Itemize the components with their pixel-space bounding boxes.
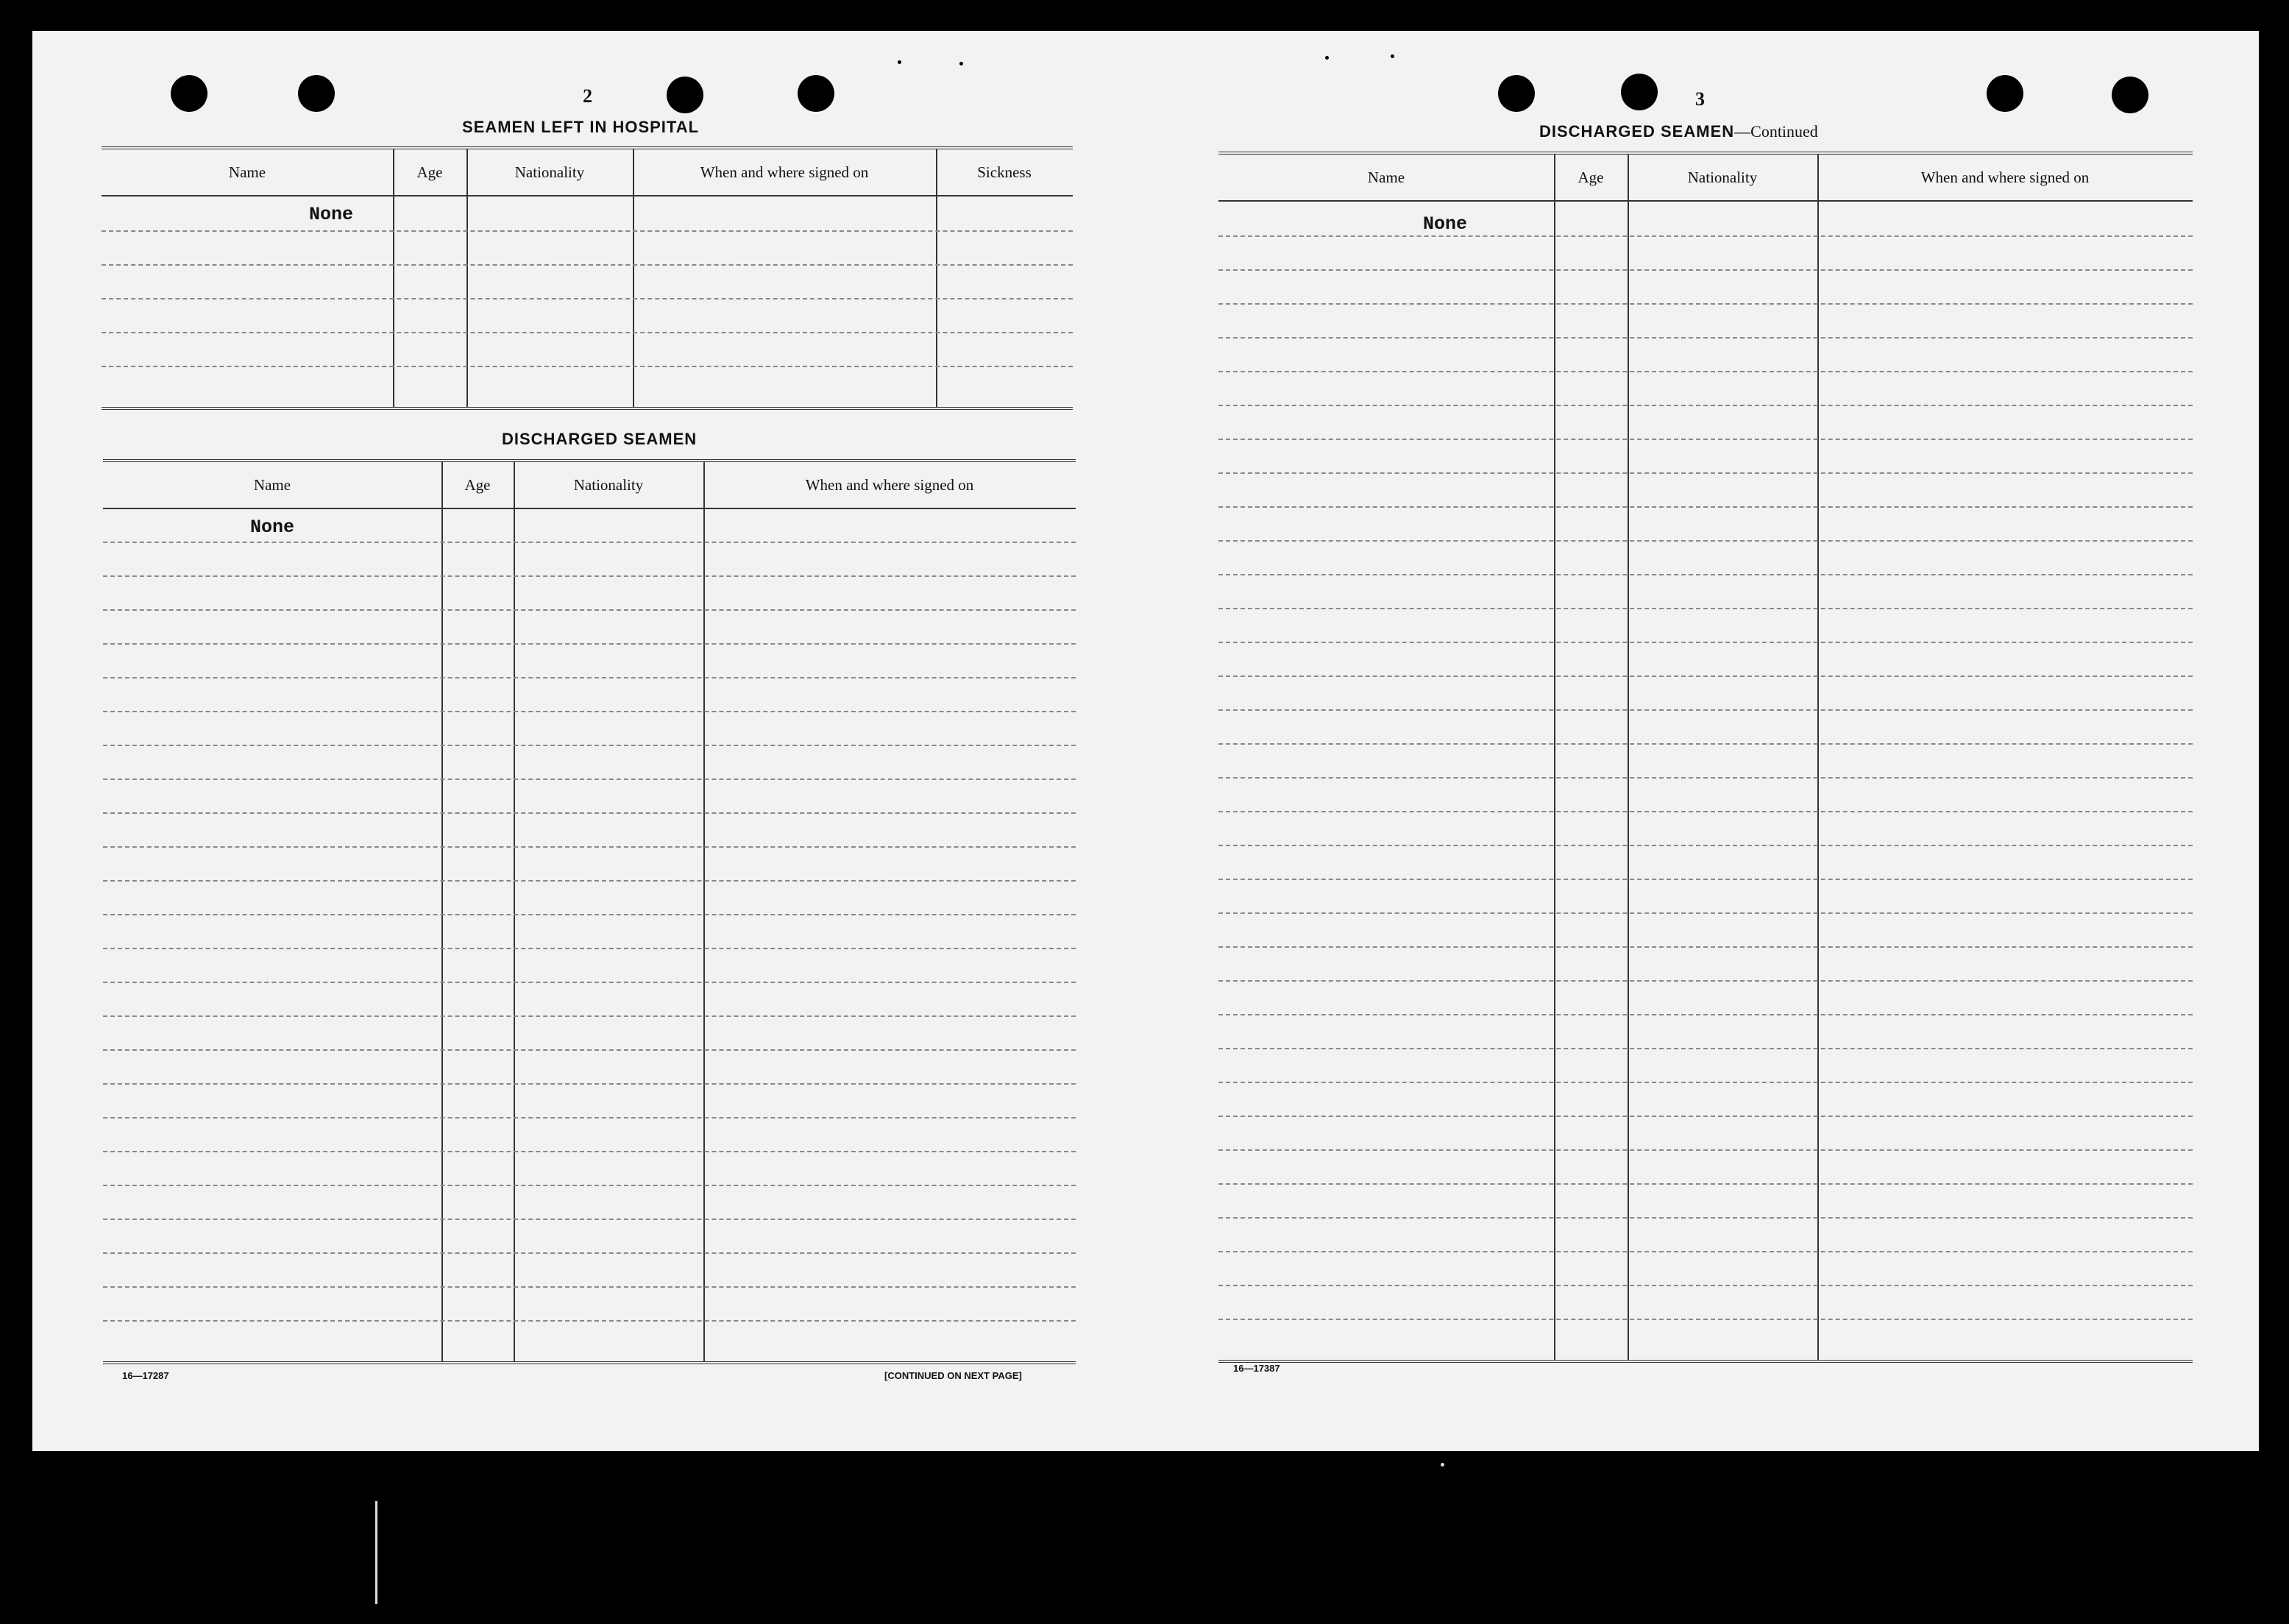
table-row	[1218, 405, 2193, 406]
column-divider	[936, 149, 937, 407]
table-row	[1218, 540, 2193, 542]
title-continued: —Continued	[1734, 122, 1818, 141]
page-number-right: 3	[1695, 88, 1705, 110]
table-row	[1218, 1082, 2193, 1083]
table-row	[1218, 371, 2193, 372]
table-row	[1218, 1183, 2193, 1185]
table-row	[103, 711, 1076, 712]
column-divider	[514, 462, 515, 1361]
table-row	[103, 575, 1076, 577]
column-header-nationality: Nationality	[514, 163, 585, 181]
table-row	[1218, 1251, 2193, 1252]
table-row	[1218, 439, 2193, 440]
table-row	[1218, 1149, 2193, 1151]
film-scratch	[375, 1501, 377, 1604]
table-row	[1218, 235, 2193, 237]
column-header-name: Name	[1367, 169, 1405, 186]
table-row	[103, 779, 1076, 780]
table-row	[1218, 912, 2193, 914]
column-divider	[703, 462, 705, 1361]
column-header-nationality: Nationality	[1687, 169, 1758, 186]
column-header-age: Age	[1578, 169, 1604, 186]
table-row	[103, 1117, 1076, 1118]
punch-hole	[298, 75, 335, 112]
punch-hole	[2112, 77, 2148, 113]
table-row	[103, 1083, 1076, 1085]
continued-note: [CONTINUED ON NEXT PAGE]	[884, 1370, 1022, 1381]
ink-speck	[898, 60, 901, 64]
column-header-age: Age	[416, 163, 443, 181]
discharged-table-right-header	[1218, 155, 2193, 202]
table-row	[103, 1219, 1076, 1220]
column-divider	[1628, 155, 1629, 1360]
table-row	[1218, 980, 2193, 982]
table-row	[1218, 879, 2193, 880]
table-row	[1218, 811, 2193, 812]
table-row	[1218, 642, 2193, 643]
column-divider	[441, 462, 443, 1361]
punch-hole	[798, 75, 834, 112]
table-row	[103, 609, 1076, 611]
table-row	[1218, 1319, 2193, 1320]
column-header-nationality: Nationality	[573, 476, 644, 494]
hospital-table-header	[102, 149, 1073, 196]
punch-hole	[171, 75, 207, 112]
discharged-continued-entry-none: None	[1423, 213, 1468, 235]
table-row	[103, 880, 1076, 882]
hospital-table	[102, 146, 1073, 410]
form-code-left: 16—17287	[122, 1370, 169, 1381]
punch-hole	[667, 77, 703, 113]
column-header-sickness: Sickness	[977, 163, 1032, 181]
punch-hole	[1987, 75, 2023, 112]
table-row	[103, 846, 1076, 848]
table-row	[1218, 1217, 2193, 1219]
table-row	[102, 332, 1073, 333]
column-header-signed-on: When and where signed on	[700, 163, 869, 181]
table-row	[1218, 1048, 2193, 1049]
column-divider	[1817, 155, 1819, 1360]
table-row	[1218, 303, 2193, 305]
film-speck	[1441, 1463, 1444, 1467]
table-row	[103, 914, 1076, 915]
table-row	[1218, 337, 2193, 338]
hospital-entry-none: None	[309, 204, 354, 225]
discharged-table-title: DISCHARGED SEAMEN	[502, 430, 698, 448]
form-code-right: 16—17387	[1233, 1363, 1280, 1374]
column-divider	[393, 149, 394, 407]
ink-speck	[1391, 54, 1394, 58]
table-row	[102, 230, 1073, 232]
table-row	[102, 298, 1073, 299]
column-header-age: Age	[464, 476, 491, 494]
table-row	[1218, 845, 2193, 846]
table-row	[103, 982, 1076, 983]
table-row	[103, 677, 1076, 678]
punch-hole	[1621, 74, 1658, 110]
title-main: DISCHARGED SEAMEN	[1539, 122, 1735, 141]
table-row	[1218, 506, 2193, 508]
discharged-table-left	[103, 459, 1076, 1364]
table-row	[1218, 743, 2193, 745]
table-row	[103, 1049, 1076, 1051]
column-header-name: Name	[253, 476, 291, 494]
table-row	[1218, 1014, 2193, 1015]
ink-speck	[1325, 56, 1329, 60]
discharged-table-left-header	[103, 462, 1076, 509]
table-row	[103, 812, 1076, 814]
table-row	[1218, 1116, 2193, 1117]
column-divider	[633, 149, 634, 407]
table-row	[103, 745, 1076, 746]
table-row	[103, 1320, 1076, 1322]
table-row	[102, 366, 1073, 367]
table-row	[1218, 777, 2193, 779]
discharged-table-right	[1218, 152, 2193, 1363]
discharged-entry-none: None	[250, 517, 295, 538]
ink-speck	[959, 62, 963, 65]
discharged-continued-title	[1539, 122, 1818, 141]
punch-hole	[1498, 75, 1535, 112]
table-row	[1218, 472, 2193, 474]
column-divider	[466, 149, 468, 407]
table-row	[103, 1286, 1076, 1288]
table-row	[102, 264, 1073, 266]
table-row	[103, 948, 1076, 949]
table-row	[1218, 946, 2193, 948]
column-header-signed-on: When and where signed on	[1920, 169, 2090, 186]
table-row	[103, 1015, 1076, 1017]
table-row	[103, 1185, 1076, 1186]
table-row	[1218, 269, 2193, 271]
table-row	[1218, 1285, 2193, 1286]
table-row	[103, 542, 1076, 543]
form-sheet	[32, 31, 2259, 1451]
table-row	[1218, 574, 2193, 575]
table-row	[1218, 676, 2193, 677]
table-row	[103, 1252, 1076, 1254]
page-number-left: 2	[583, 85, 592, 107]
table-row	[103, 643, 1076, 645]
table-row	[103, 1151, 1076, 1152]
table-row	[1218, 608, 2193, 609]
table-row	[1218, 709, 2193, 711]
hospital-table-title: SEAMEN LEFT IN HOSPITAL	[462, 118, 700, 136]
column-header-name: Name	[228, 163, 266, 181]
column-header-signed-on: When and where signed on	[805, 476, 974, 494]
column-divider	[1554, 155, 1555, 1360]
